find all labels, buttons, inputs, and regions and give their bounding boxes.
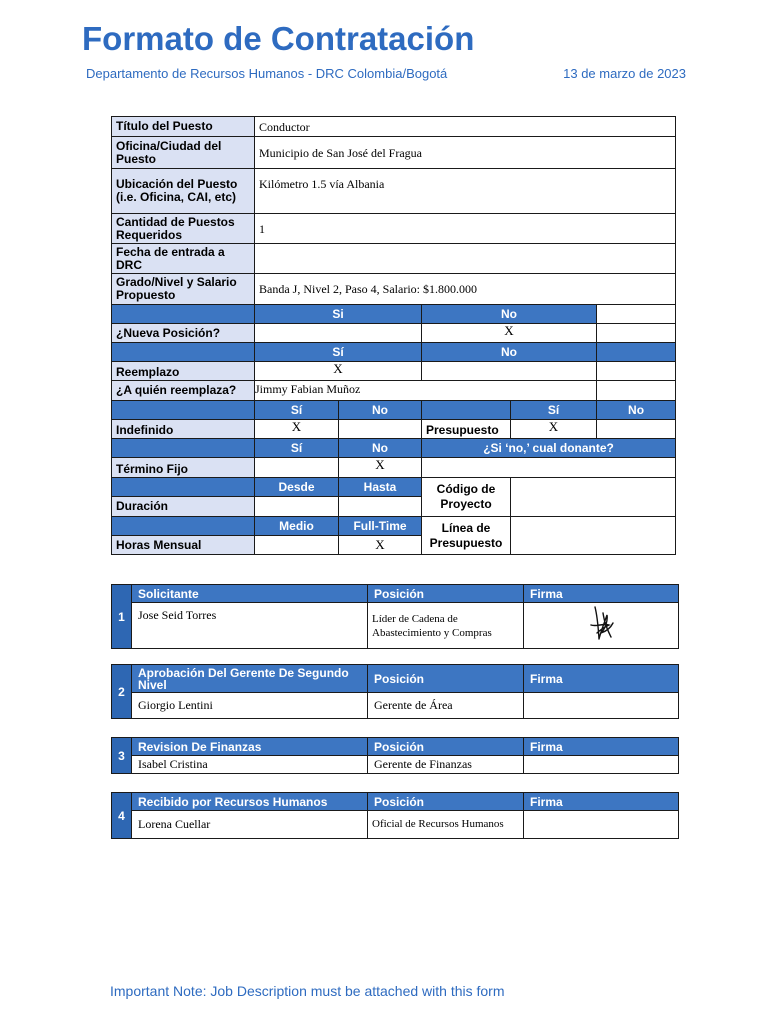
role-header: Solicitante bbox=[132, 585, 368, 603]
positions-count-label: Cantidad de Puestos Requeridos bbox=[112, 214, 255, 244]
approver-name: Jose Seid Torres bbox=[132, 603, 368, 649]
replacement-si-header: Sí bbox=[255, 343, 422, 362]
empty-cell bbox=[597, 324, 676, 343]
job-details-table bbox=[111, 116, 676, 555]
signature-header: Firma bbox=[524, 585, 679, 603]
fixed-term-si-header: Sí bbox=[255, 439, 339, 458]
approver-position: Líder de Cadena de Abastecimiento y Compras bbox=[368, 603, 524, 649]
header-spacer bbox=[112, 343, 255, 362]
location-label: Ubicación del Puesto (i.e. Oficina, CAI, etc) bbox=[112, 169, 255, 214]
monthly-hours-label: Horas Mensual bbox=[112, 536, 255, 555]
approval-number: 4 bbox=[112, 793, 132, 839]
replaces-whom-value: Jimmy Fabian Muñoz bbox=[255, 381, 597, 401]
form-date: 13 de marzo de 2023 bbox=[563, 66, 686, 81]
indefinite-label: Indefinido bbox=[112, 420, 255, 439]
approval-table-2 bbox=[111, 664, 679, 719]
role-header: Recibido por Recursos Humanos bbox=[132, 793, 368, 811]
duration-to-value bbox=[339, 497, 422, 517]
full-time-mark: X bbox=[339, 536, 422, 555]
donor-value bbox=[422, 458, 676, 478]
replacement-no-value bbox=[422, 362, 597, 381]
indefinite-no-header: No bbox=[339, 401, 422, 420]
grade-salary-value: Banda J, Nivel 2, Paso 4, Salario: $1.800.000 bbox=[255, 274, 676, 305]
duration-label: Duración bbox=[112, 497, 255, 517]
approver-name: Lorena Cuellar bbox=[132, 811, 368, 839]
duration-from-value bbox=[255, 497, 339, 517]
approver-position: Oficial de Recursos Humanos bbox=[368, 811, 524, 839]
new-position-label: ¿Nueva Posición? bbox=[112, 324, 255, 343]
budget-line-label: Línea de Presupuesto bbox=[422, 517, 511, 555]
full-time-header: Full-Time bbox=[339, 517, 422, 536]
new-position-no-mark: X bbox=[422, 324, 597, 343]
fixed-term-no-mark: X bbox=[339, 458, 422, 478]
approval-table-3 bbox=[111, 737, 679, 774]
grade-salary-label: Grado/Nivel y Salario Propuesto bbox=[112, 274, 255, 305]
header-spacer bbox=[112, 439, 255, 458]
approver-position: Gerente de Área bbox=[368, 693, 524, 719]
position-header: Posición bbox=[368, 793, 524, 811]
positions-count-value: 1 bbox=[255, 214, 676, 244]
role-header: Revision De Finanzas bbox=[132, 738, 368, 756]
approver-signature bbox=[524, 693, 679, 719]
replacement-si-mark: X bbox=[255, 362, 422, 381]
handwritten-signature bbox=[581, 603, 621, 643]
budget-label: Presupuesto bbox=[422, 420, 511, 439]
fixed-term-si-value bbox=[255, 458, 339, 478]
approval-number: 3 bbox=[112, 738, 132, 774]
from-header: Desde bbox=[255, 478, 339, 497]
new-position-si-header: Si bbox=[255, 305, 422, 324]
part-time-header: Medio bbox=[255, 517, 339, 536]
header-spacer bbox=[422, 401, 511, 420]
budget-si-mark: X bbox=[511, 420, 597, 439]
approval-table-1 bbox=[111, 584, 679, 649]
empty-cell bbox=[597, 362, 676, 381]
approver-position: Gerente de Finanzas bbox=[368, 756, 524, 774]
indefinite-si-mark: X bbox=[255, 420, 339, 439]
signature-header: Firma bbox=[524, 665, 679, 693]
role-header: Aprobación Del Gerente De Segundo Nivel bbox=[132, 665, 368, 693]
start-date-label: Fecha de entrada a DRC bbox=[112, 244, 255, 274]
signature-header: Firma bbox=[524, 738, 679, 756]
page-title: Formato de Contratación bbox=[82, 20, 475, 57]
approver-signature bbox=[524, 756, 679, 774]
header-spacer bbox=[112, 401, 255, 420]
approval-table-4 bbox=[111, 792, 679, 839]
to-header: Hasta bbox=[339, 478, 422, 497]
position-header: Posición bbox=[368, 585, 524, 603]
approver-name: Giorgio Lentini bbox=[132, 693, 368, 719]
replaces-whom-label: ¿A quién reemplaza? bbox=[112, 381, 255, 401]
empty-cell bbox=[597, 381, 676, 401]
fixed-term-no-header: No bbox=[339, 439, 422, 458]
part-time-value bbox=[255, 536, 339, 555]
new-position-no-header: No bbox=[422, 305, 597, 324]
fixed-term-label: Término Fijo bbox=[112, 458, 255, 478]
position-header: Posición bbox=[368, 738, 524, 756]
department-subtitle: Departamento de Recursos Humanos - DRC Colombia/Bogotá bbox=[86, 66, 448, 81]
job-title-value: Conductor bbox=[255, 117, 676, 137]
replacement-no-header: No bbox=[422, 343, 597, 362]
new-position-si-value bbox=[255, 324, 422, 343]
important-note: Important Note: Job Description must be attached with this form bbox=[110, 983, 505, 999]
indefinite-si-header: Sí bbox=[255, 401, 339, 420]
budget-line-value bbox=[511, 517, 676, 555]
approver-signature bbox=[524, 603, 679, 649]
header-spacer bbox=[112, 305, 255, 324]
approver-name: Isabel Cristina bbox=[132, 756, 368, 774]
approver-signature bbox=[524, 811, 679, 839]
position-header: Posición bbox=[368, 665, 524, 693]
location-value: Kilómetro 1.5 vía Albania bbox=[255, 169, 676, 214]
start-date-value bbox=[255, 244, 676, 274]
project-code-label: Código de Proyecto bbox=[422, 478, 511, 517]
office-city-value: Municipio de San José del Fragua bbox=[255, 137, 676, 169]
replacement-label: Reemplazo bbox=[112, 362, 255, 381]
office-city-label: Oficina/Ciudad del Puesto bbox=[112, 137, 255, 169]
donor-question-header: ¿Si ‘no,’ cual donante? bbox=[422, 439, 676, 458]
indefinite-no-value bbox=[339, 420, 422, 439]
header-spacer bbox=[597, 343, 676, 362]
budget-no-header: No bbox=[597, 401, 676, 420]
signature-header: Firma bbox=[524, 793, 679, 811]
header-spacer bbox=[112, 478, 255, 497]
budget-no-value bbox=[597, 420, 676, 439]
approval-number: 2 bbox=[112, 665, 132, 719]
project-code-value bbox=[511, 478, 676, 517]
empty-cell bbox=[597, 305, 676, 324]
job-title-label: Título del Puesto bbox=[112, 117, 255, 137]
header-spacer bbox=[112, 517, 255, 536]
budget-si-header: Sí bbox=[511, 401, 597, 420]
approval-number: 1 bbox=[112, 585, 132, 649]
